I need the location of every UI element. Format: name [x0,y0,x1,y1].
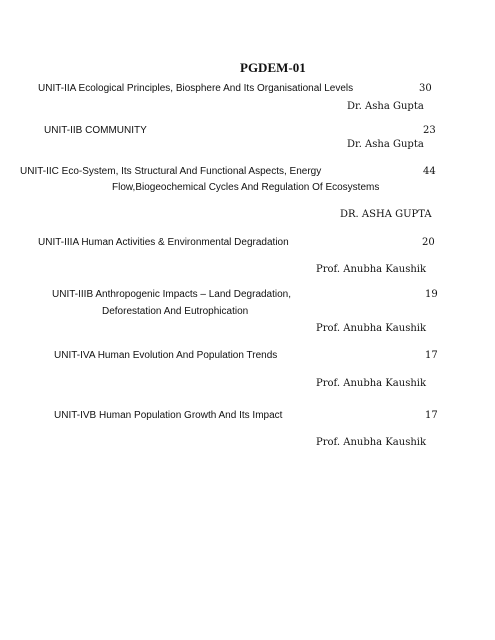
unit-iic-pages: 44 [423,166,436,177]
unit-iva-pages: 17 [425,350,438,361]
unit-iib-title: UNIT-IIB COMMUNITY [44,125,147,136]
unit-iiia-title: UNIT-IIIA Human Activities & Environmental Degradation [38,237,289,248]
unit-iiia-pages: 20 [422,237,435,248]
unit-iia-title: UNIT-IIA Ecological Principles, Biosphere And Its Organisational Levels [38,83,354,94]
unit-ivb-pages: 17 [425,410,438,421]
unit-iiia-author: Prof. Anubha Kaushik [316,264,427,275]
unit-iiib-author: Prof. Anubha Kaushik [316,323,427,334]
document-title: PGDEM-01 [240,60,306,75]
unit-iiib-title-cont: Deforestation And Eutrophication [102,306,249,317]
unit-iva-author: Prof. Anubha Kaushik [316,378,427,389]
unit-iia-author: Dr. Asha Gupta [347,101,424,112]
unit-iia-pages: 30 [419,83,432,94]
unit-iva-title: UNIT-IVA Human Evolution And Population Trends [54,350,278,361]
unit-iic-author: DR. ASHA GUPTA [340,209,432,220]
unit-ivb-author: Prof. Anubha Kaushik [316,437,427,448]
unit-iiib-pages: 19 [425,289,438,300]
unit-iib-pages: 23 [423,125,436,136]
unit-iic-title: UNIT-IIC Eco-System, Its Structural And Functional Aspects, Energy [20,166,322,177]
unit-iic-title-cont: Flow,Biogeochemical Cycles And Regulation Of Ecosystems [112,182,380,193]
unit-ivb-title: UNIT-IVB Human Population Growth And Its Impact [54,410,283,421]
unit-iib-author: Dr. Asha Gupta [347,139,424,150]
unit-iiib-title: UNIT-IIIB Anthropogenic Impacts – Land Degradation, [52,289,292,300]
